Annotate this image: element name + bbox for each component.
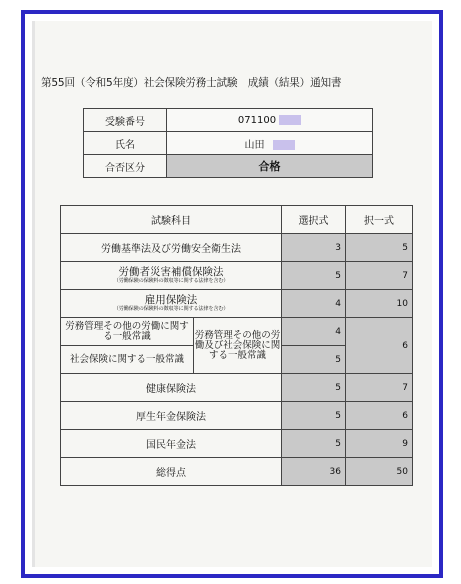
multiple-score: 9 (346, 430, 413, 458)
choice-score: 5 (282, 262, 346, 290)
multiple-score: 5 (346, 234, 413, 262)
table-row (61, 234, 413, 262)
choice-score: 5 (282, 402, 346, 430)
choice-score: 5 (282, 374, 346, 402)
redaction-mark (279, 115, 301, 125)
name-cell (167, 132, 373, 155)
choice-score: 5 (282, 346, 346, 374)
choice-score: 4 (282, 290, 346, 318)
table-row (61, 374, 413, 402)
score-table (60, 205, 413, 486)
subject-cell: 労務管理その他の労働に関する一般常識 (61, 318, 194, 346)
choice-header: 選択式 (282, 206, 346, 234)
redaction-mark (273, 140, 295, 150)
result-label: 合否区分 (84, 155, 167, 178)
multiple-score: 6 (346, 318, 413, 374)
subject-note: （労働保険の保険料の徴収等に関する法律を含む） (113, 306, 229, 312)
examinee-info-table (83, 108, 373, 178)
subject-note: （労働保険の保険料の徴収等に関する法律を含む） (113, 278, 229, 284)
total-label: 総得点 (61, 458, 282, 486)
exam-number-label: 受験番号 (84, 109, 167, 132)
name-row (84, 132, 373, 155)
multiple-score: 7 (346, 262, 413, 290)
total-multiple-score: 50 (346, 458, 413, 486)
name-label: 氏名 (84, 132, 167, 155)
exam-number-cell (167, 109, 373, 132)
choice-score: 5 (282, 430, 346, 458)
subject-cell: 厚生年金保険法 (61, 402, 282, 430)
score-report-paper (32, 21, 432, 567)
multiple-score: 10 (346, 290, 413, 318)
exam-number-value: 071100 (237, 114, 277, 126)
result-row (84, 155, 373, 178)
subject-cell: 社会保険に関する一般常識 (61, 346, 194, 374)
name-value: 山田 (244, 139, 265, 151)
subject-cell (61, 290, 282, 318)
subject-header: 試験科目 (61, 206, 282, 234)
subject-cell: 健康保険法 (61, 374, 282, 402)
result-value: 合格 (167, 155, 373, 178)
subject-name: 雇用保険法 (144, 294, 198, 306)
choice-score: 4 (282, 318, 346, 346)
table-row (61, 402, 413, 430)
table-row (61, 430, 413, 458)
multiple-score: 7 (346, 374, 413, 402)
multiple-header: 択一式 (346, 206, 413, 234)
score-header-row (61, 206, 413, 234)
subject-name: 労働者災害補償保険法 (118, 266, 224, 278)
subject-cell: 国民年金法 (61, 430, 282, 458)
document-title: 第55回（令和5年度）社会保険労務士試験 成績（結果）通知書 (41, 77, 342, 89)
subject-cell: 労働基準法及び労働安全衛生法 (61, 234, 282, 262)
subject-cell (61, 262, 282, 290)
choice-score: 3 (282, 234, 346, 262)
total-choice-score: 36 (282, 458, 346, 486)
subject-cell: 労務管理その他の労働及び社会保険に関する一般常識 (194, 318, 282, 374)
table-row (61, 318, 413, 346)
total-row (61, 458, 413, 486)
multiple-score: 6 (346, 402, 413, 430)
document-frame (21, 10, 443, 578)
exam-number-row (84, 109, 373, 132)
table-row (61, 290, 413, 318)
table-row (61, 262, 413, 290)
